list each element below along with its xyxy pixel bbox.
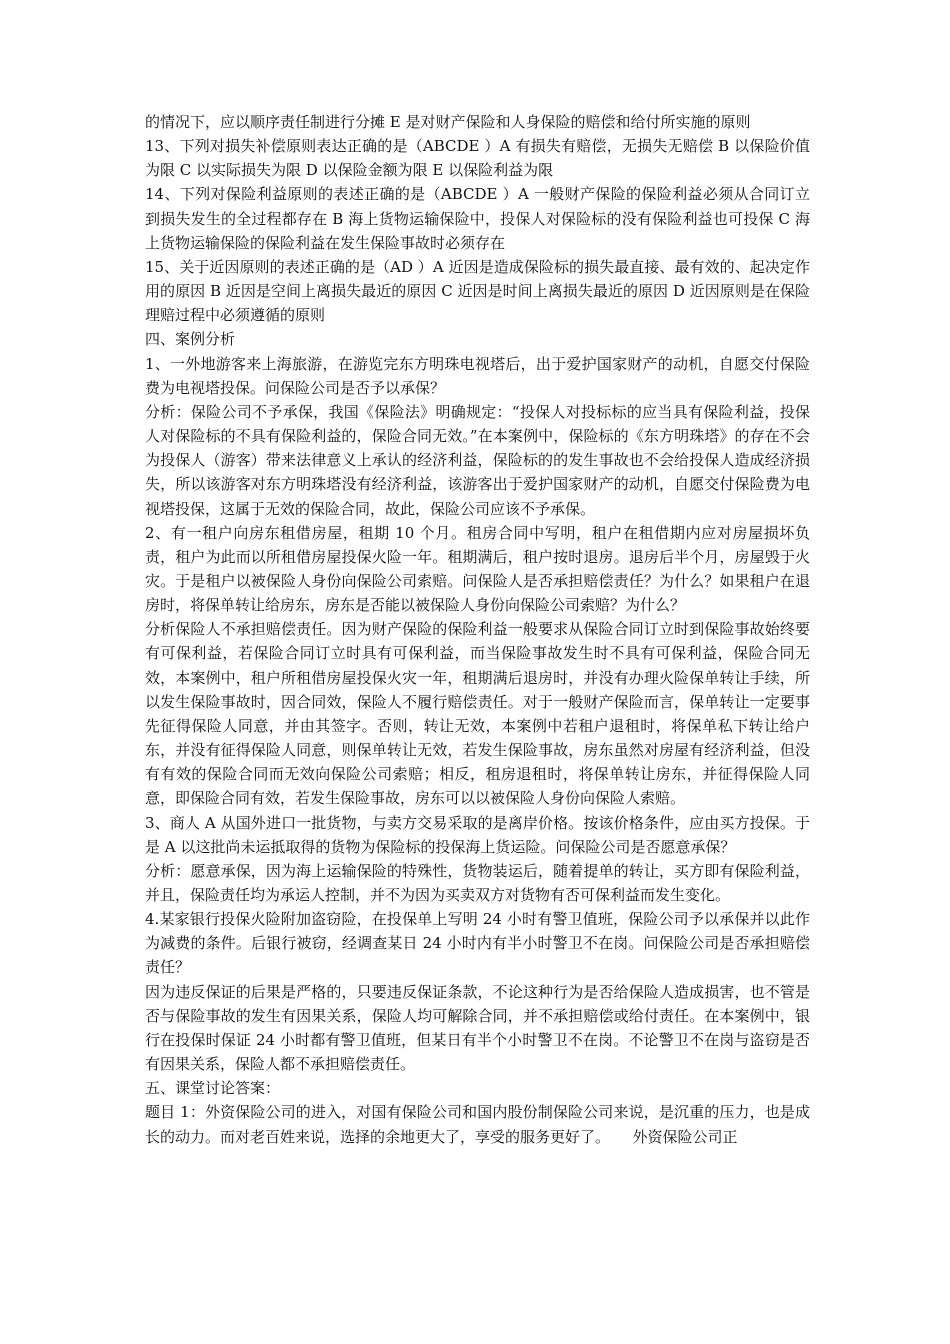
question-13: 13、下列对损失补偿原则表达正确的是（ABCDE ）A 有损失有赔偿，无损失无赔偿 B 以保险价值为限 C 以实际损失为限 D 以保险金额为限 E 以保险利益为限 <box>145 137 810 180</box>
section-heading-discussion: 五、课堂讨论答案： <box>145 1079 281 1098</box>
discussion-topic-1: 题目 1：外资保险公司的进入，对国有保险公司和国内股份制保险公司来说，是沉重的压力，也是成长的动力。而对老百姓来说，选择的余地更大了，享受的服务更好了。 外资保险公司正 <box>145 1103 810 1146</box>
case-3-analysis: 分析：愿意承保，因为海上运输保险的特殊性，货物装运后，随着提单的转让，买方即有保险利益，并且，保险责任均为承运人控制，并不为因为买卖双方对货物有否可保利益而发生变化。 <box>145 861 810 904</box>
case-2-question: 2、有一租户向房东租借房屋，租期 10 个月。租房合同中写明，租户在租借期内应对房屋损坏负责，租户为此而以所租借房屋投保火险一年。租期满后，租户按时退房。退房后半个月，房屋毁于火灾。于是租户以被保险人身份向保险公司索赔。问保险人是否承担赔偿责任？为什么？如果租户在退房时，将保单转让给房东，房东是否能以被保险人身份向保险公司索赔？为什么？ <box>145 523 810 615</box>
question-14: 14、下列对保险利益原则的表述正确的是（ABCDE ）A 一般财产保险的保险利益必须从合同订立到损失发生的全过程都存在 B 海上货物运输保险中，投保人对保险标的没有保险利益也可投保 C 海上货物运输保险的保险利益在发生保险事故时必须存在 <box>145 185 810 252</box>
case-4-question: 4.某家银行投保火险附加盗窃险，在投保单上写明 24 小时有警卫值班，保险公司予以承保并以此作为减费的条件。后银行被窃，经调查某日 24 小时内有半小时警卫不在岗。问保险公司是否承担赔偿责任？ <box>145 910 810 977</box>
case-4-analysis: 因为违反保证的后果是严格的，只要违反保证条款，不论这种行为是否给保险人造成损害，也不管是否与保险事故的发生有因果关系，保险人均可解除合同，并不承担赔偿或给付责任。在本案例中，银行在投保时保证 24 小时都有警卫值班，但某日有半个小时警卫不在岗。不论警卫不在岗与盗窃是否有因果关系，保险人都不承担赔偿责任。 <box>145 982 810 1074</box>
case-2-analysis: 分析保险人不承担赔偿责任。因为财产保险的保险利益一般要求从保险合同订立时到保险事故始终要有可保利益，若保险合同订立时具有可保利益，而当保险事故发生时不具有可保利益，保险合同无效，本案例中，租户所租借房屋投保火灾一年，租期满后退房时，并没有办理火险保单转让手续，所以发生保险事故时，因合同效，保险人不履行赔偿责任。对于一般财产保险而言，保单转让一定要事先征得保险人同意，并由其签字。否则，转让无效，本案例中若租户退租时，将保单私下转让给户东，并没有征得保险人同意，则保单转让无效，若发生保险事故，房东虽然对房屋有经济利益，但没有有效的保险合同而无效向保险公司索赔；相反，租房退租时，将保单转让房东，并征得保险人同意，即保险合同有效，若发生保险事故，房东可以以被保险人身份向保险人索赔。 <box>145 620 810 808</box>
document-page <box>145 110 810 1149</box>
case-1-analysis: 分析：保险公司不予承保，我国《保险法》明确规定：“投保人对投标标的应当具有保险利益，投保人对保险标的不具有保险利益的，保险合同无效。”在本案例中，保险标的《东方明珠塔》的存在不会为投保人（游客）带来法律意义上承认的经济利益，保险标的的发生事故也不会给投保人造成经济损失，所以该游客对东方明珠塔没有经济利益，该游客出于爱护国家财产的动机，自愿交付保险费为电视塔投保，这属于无效的保险合同，故此，保险公司应该不予承保。 <box>145 402 810 518</box>
question-15: 15、关于近因原则的表述正确的是（AD ）A 近因是造成保险标的损失最直接、最有效的、起决定作用的原因 B 近因是空间上离损失最近的原因 C 近因是时间上离损失最近的原因 D 近因原则是在保险理赔过程中必须遵循的原则 <box>145 257 810 325</box>
case-3-question: 3、商人 A 从国外进口一批货物，与卖方交易采取的是离岸价格。按该价格条件，应由买方投保。于是 A 以这批尚未运抵取得的货物为保险标的投保海上货运险。问保险公司是否愿意承保？ <box>145 813 810 856</box>
section-heading-case-analysis: 四、案例分析 <box>145 330 236 349</box>
text-paragraph: 的情况下，应以顺序责任制进行分摊 E 是对财产保险和人身保险的赔偿和给付所实施的原则 <box>145 113 751 131</box>
case-1-question: 1、一外地游客来上海旅游，在游览完东方明珠电视塔后，出于爱护国家财产的动机，自愿交付保险费为电视塔投保。问保险公司是否予以承保？ <box>145 354 810 397</box>
